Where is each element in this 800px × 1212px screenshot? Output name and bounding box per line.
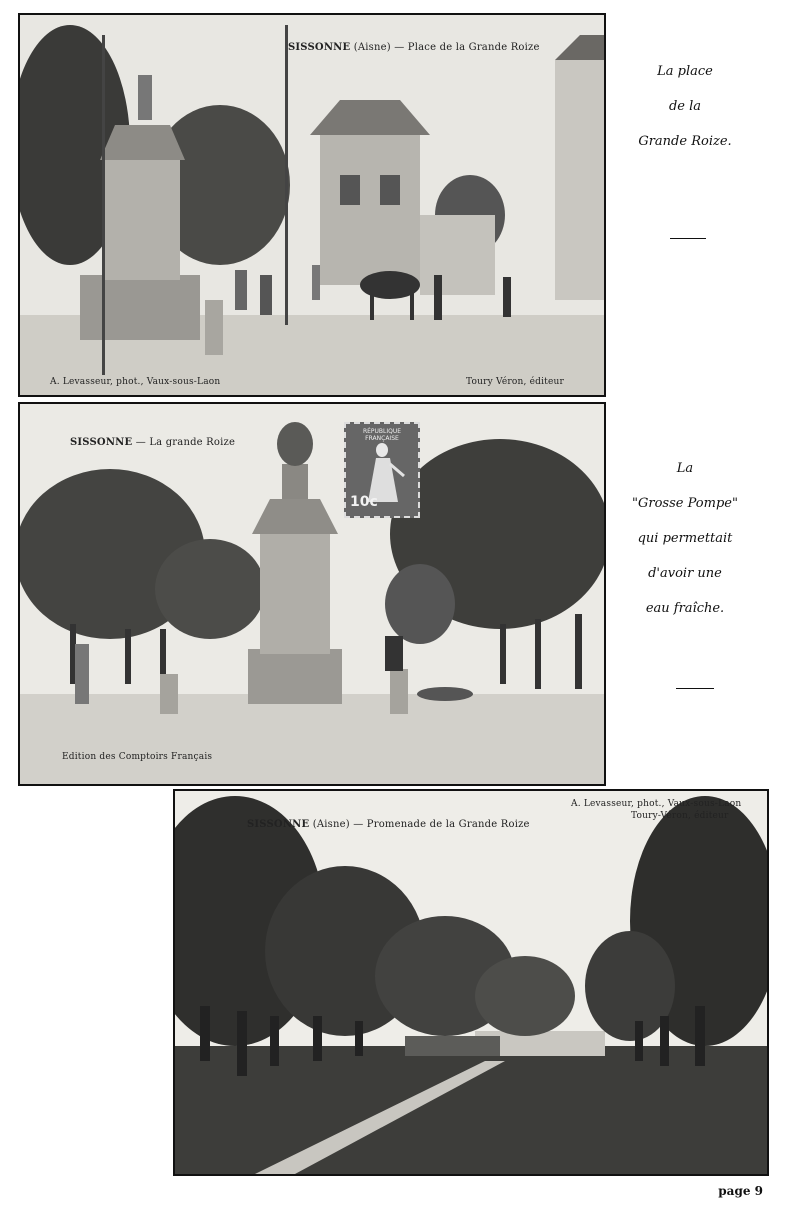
caption-grosse-pompe [615,451,755,626]
title-rest: (Aisne) — Promenade de la Grande Roize [312,819,530,830]
photo-place-grande-roize [20,15,604,395]
postcard-title [247,819,530,830]
caption-divider [670,238,706,239]
page-number: page 9 [718,1184,763,1198]
caption-line: La place [657,64,713,79]
caption-line: qui permettait [637,531,733,546]
town-name: SISSONNE [70,437,133,448]
photo-promenade [175,791,767,1174]
caption-divider [676,688,714,689]
stamp-header: RÉPUBLIQUE FRANÇAISE [362,428,402,442]
town-name: SISSONNE [247,819,310,830]
postcard-title [70,437,235,448]
postage-stamp [344,422,420,518]
photo-grosse-pompe [20,404,604,784]
postcard-grande-roize-pump [18,402,606,786]
title-rest: (Aisne) — Place de la Grande Roize [353,42,540,53]
publisher-credit: Edition des Comptoirs Français [62,752,213,762]
caption-line: de la [668,99,702,114]
caption-line: eau fraîche. [645,601,725,616]
photographer-credit: A. Levasseur, phot., Vaux-sous-Laon [571,799,742,809]
caption-line: Grande Roize. [638,134,732,149]
photographer-credit: A. Levasseur, phot., Vaux-sous-Laon [50,377,221,387]
caption-line: "Grosse Pompe" [632,496,738,511]
publisher-credit: Toury-Véron, éditeur [631,811,729,821]
postcard-place-grande-roize [18,13,606,397]
caption-line: La [676,461,694,476]
caption-line: d'avoir une [648,566,722,581]
caption-place-grande-roize [615,54,755,159]
publisher-credit: Toury Véron, éditeur [466,377,565,387]
town-name: SISSONNE [288,42,351,53]
postcard-promenade-grande-roize [173,789,769,1176]
postcard-title [288,42,540,53]
title-rest: — La grande Roize [135,437,236,448]
stamp-value: 10c [350,494,378,510]
